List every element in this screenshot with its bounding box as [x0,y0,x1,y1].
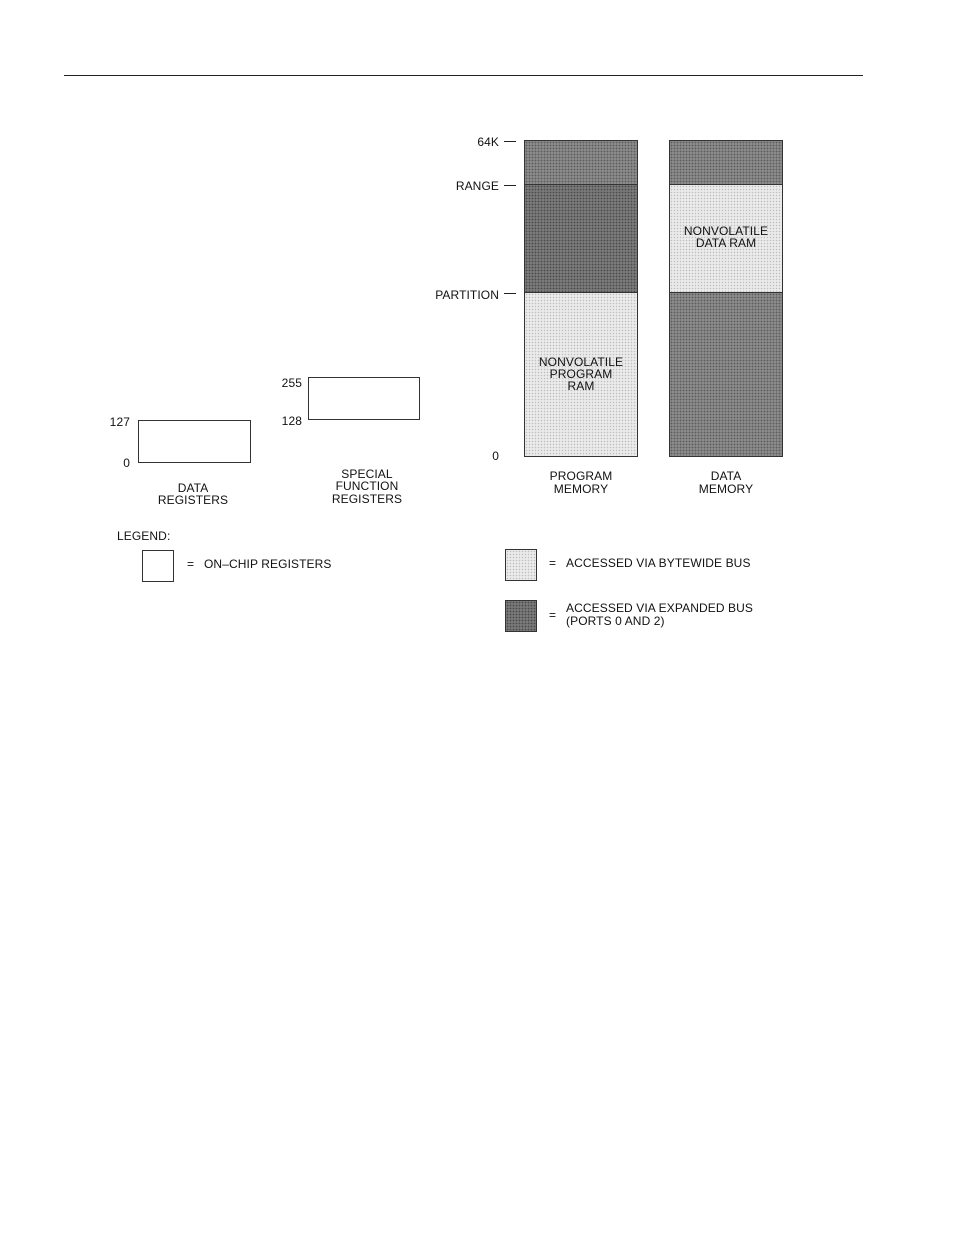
program-memory-label-line-2: MEMORY [553,482,609,496]
marker-partition-tick [504,293,516,294]
marker-partition: PARTITION [435,288,499,302]
marker-zero: 0 [492,449,499,463]
legend-symbol-on-chip [142,550,174,582]
data-registers-bottom-address: 0 [123,456,130,470]
data-registers-top-address: 127 [109,415,130,429]
sfr-label-line-1: SPECIAL [341,467,393,481]
sfr-block [308,377,420,420]
sfr-label-line-3: REGISTERS [331,492,403,506]
marker-range-tick [504,185,516,186]
legend-equals-bytewide: = [549,556,557,570]
program-memory-expanded-region [524,184,638,293]
data-ram-label-line-1: NONVOLATILE [683,224,769,238]
header-rule [64,75,863,76]
data-ram-label-line-2: DATA RAM [695,236,757,250]
legend-symbol-bytewide [505,549,537,581]
legend-equals-on-chip: = [187,557,195,571]
legend-symbol-expanded [505,600,537,632]
sfr-label-line-2: FUNCTION [335,479,399,493]
marker-64k: 64K [477,135,499,149]
legend-text-on-chip: ON–CHIP REGISTERS [204,557,332,571]
data-memory-upper-region [669,140,783,185]
program-memory-label-line-1: PROGRAM [549,469,613,483]
legend-text-bytewide: ACCESSED VIA BYTEWIDE BUS [566,556,751,570]
data-memory-label-line-1: DATA [710,469,742,483]
legend-equals-expanded: = [549,608,557,622]
data-memory-label-line-2: MEMORY [698,482,754,496]
program-ram-label-line-1: NONVOLATILE [538,355,624,369]
legend-text-expanded-line-1: ACCESSED VIA EXPANDED BUS [566,601,753,615]
legend-title: LEGEND: [117,529,171,543]
marker-range: RANGE [455,179,499,193]
data-registers-label-line-2: REGISTERS [157,493,229,507]
data-registers-label-line-1: DATA [177,481,209,495]
sfr-top-address: 255 [281,376,302,390]
data-registers-block [138,420,251,463]
program-memory-upper-region [524,140,638,185]
program-ram-label-line-3: RAM [567,379,595,393]
legend-text-expanded-line-2: (PORTS 0 AND 2) [566,614,665,628]
data-memory-expanded-region [669,292,783,457]
program-ram-label-line-2: PROGRAM [549,367,613,381]
marker-64k-tick [504,141,516,142]
sfr-bottom-address: 128 [281,414,302,428]
